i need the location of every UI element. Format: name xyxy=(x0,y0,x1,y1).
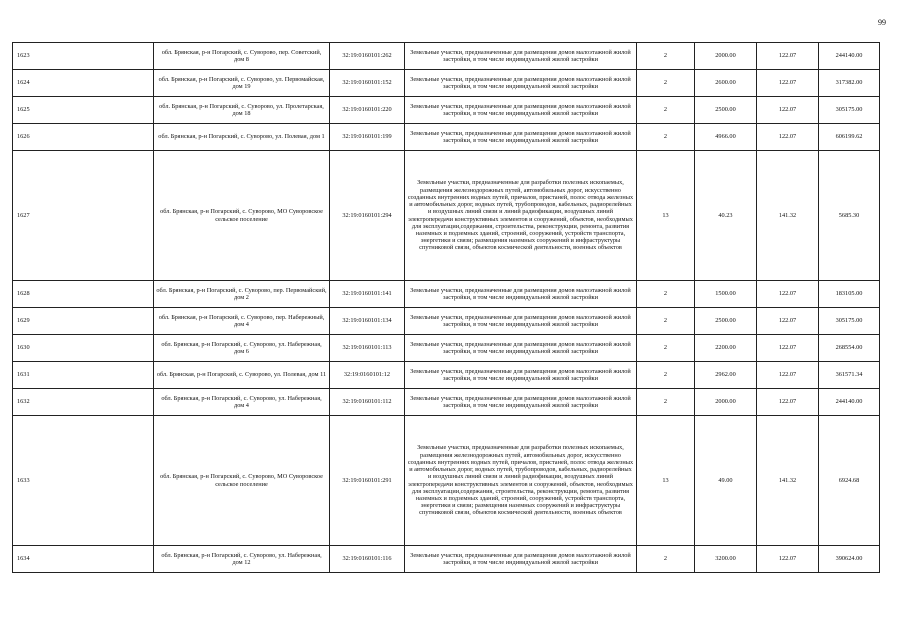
table-row xyxy=(13,416,880,546)
table-row xyxy=(13,43,880,70)
table-row xyxy=(13,151,880,281)
category-cell: 13 xyxy=(637,416,695,546)
category-cell: 2 xyxy=(637,70,695,97)
category-cell: 13 xyxy=(637,151,695,281)
specific-value-cell: 141.32 xyxy=(757,416,819,546)
address-cell: обл. Брянская, р-н Погарский, с. Суворово, ул. Полевая, дом 1 xyxy=(154,124,330,151)
address-cell: обл. Брянская, р-н Погарский, с. Суворово, ул. Первомайская, дом 19 xyxy=(154,70,330,97)
specific-value-cell: 122.07 xyxy=(757,362,819,389)
address-cell: обл. Брянская, р-н Погарский, с. Суворово, пер. Первомайский, дом 2 xyxy=(154,281,330,308)
area-cell: 2000.00 xyxy=(695,389,757,416)
category-cell: 2 xyxy=(637,281,695,308)
table-row xyxy=(13,335,880,362)
category-cell: 2 xyxy=(637,362,695,389)
land-use-description-cell: Земельные участки, предназначенные для размещения домов малоэтажной жилой застройки, в том числе индивидуальной жилой застройки xyxy=(405,362,637,389)
cadastral-value-cell: 606199.62 xyxy=(819,124,880,151)
category-cell: 2 xyxy=(637,546,695,573)
table-row xyxy=(13,70,880,97)
row-number-cell: 1632 xyxy=(13,389,154,416)
area-cell: 2500.00 xyxy=(695,97,757,124)
cadastral-value-cell: 244140.00 xyxy=(819,43,880,70)
row-number-cell: 1624 xyxy=(13,70,154,97)
cadastral-value-cell: 390624.00 xyxy=(819,546,880,573)
area-cell: 1500.00 xyxy=(695,281,757,308)
land-use-description-cell: Земельные участки, предназначенные для размещения домов малоэтажной жилой застройки, в том числе индивидуальной жилой застройки xyxy=(405,389,637,416)
category-cell: 2 xyxy=(637,389,695,416)
address-cell: обл. Брянская, р-н Погарский, с. Суворово, ул. Набережная, дом 12 xyxy=(154,546,330,573)
land-use-description-cell: Земельные участки, предназначенные для размещения домов малоэтажной жилой застройки, в том числе индивидуальной жилой застройки xyxy=(405,97,637,124)
cadastral-value-cell: 5685.30 xyxy=(819,151,880,281)
area-cell: 40.23 xyxy=(695,151,757,281)
row-number-cell: 1628 xyxy=(13,281,154,308)
land-use-description-cell: Земельные участки, предназначенные для разработки полезных ископаемых, размещения железнодорожных путей, автомобильных дорог, искусственно созданных внутренних водных путей, причалов, пристаней, полос отвода железных и автомобильных дорог, водных путей, трубопроводов, кабельных, радиорелейных и воздушных линий связи и линий радиофикации, воздушных линий электропередачи конструктивных элементов и сооружений, объектов, необходимых для эксплуатации,содержания, строительства, реконструкции, ремонта, развития наземных и подземных зданий, строений, сооружений, устройств транспорта, энергетики и связи; размещения наземных сооружений и инфраструктуры спутниковой связи, объектов космической деятельности, военных объектов xyxy=(405,416,637,546)
cadastral-number-cell: 32:19:0160101:113 xyxy=(330,335,405,362)
specific-value-cell: 122.07 xyxy=(757,281,819,308)
row-number-cell: 1627 xyxy=(13,151,154,281)
table-row xyxy=(13,124,880,151)
row-number-cell: 1634 xyxy=(13,546,154,573)
land-use-description-cell: Земельные участки, предназначенные для размещения домов малоэтажной жилой застройки, в том числе индивидуальной жилой застройки xyxy=(405,43,637,70)
cadastral-number-cell: 32:19:0160101:220 xyxy=(330,97,405,124)
table-row xyxy=(13,281,880,308)
category-cell: 2 xyxy=(637,97,695,124)
row-number-cell: 1633 xyxy=(13,416,154,546)
cadastral-number-cell: 32:19:0160101:12 xyxy=(330,362,405,389)
category-cell: 2 xyxy=(637,335,695,362)
table-row xyxy=(13,97,880,124)
address-cell: обл. Брянская, р-н Погарский, с. Суворово, ул. Набережная, дом 4 xyxy=(154,389,330,416)
row-number-cell: 1630 xyxy=(13,335,154,362)
specific-value-cell: 122.07 xyxy=(757,335,819,362)
specific-value-cell: 122.07 xyxy=(757,97,819,124)
specific-value-cell: 122.07 xyxy=(757,43,819,70)
cadastral-value-cell: 305175.00 xyxy=(819,97,880,124)
address-cell: обл. Брянская, р-н Погарский, с. Суворово, МО Суворовское сельское поселение xyxy=(154,151,330,281)
area-cell: 3200.00 xyxy=(695,546,757,573)
cadastral-number-cell: 32:19:0160101:116 xyxy=(330,546,405,573)
row-number-cell: 1626 xyxy=(13,124,154,151)
row-number-cell: 1629 xyxy=(13,308,154,335)
area-cell: 2000.00 xyxy=(695,43,757,70)
table-row xyxy=(13,362,880,389)
address-cell: обл. Брянская, р-н Погарский, с. Суворово, пер. Советский, дом 8 xyxy=(154,43,330,70)
cadastral-number-cell: 32:19:0160101:294 xyxy=(330,151,405,281)
address-cell: обл. Брянская, р-н Погарский, с. Суворово, МО Суворовское сельское поселение xyxy=(154,416,330,546)
cadastral-value-table xyxy=(12,42,880,573)
cadastral-number-cell: 32:19:0160101:262 xyxy=(330,43,405,70)
cadastral-value-cell: 183105.00 xyxy=(819,281,880,308)
cadastral-number-cell: 32:19:0160101:152 xyxy=(330,70,405,97)
table-row xyxy=(13,389,880,416)
area-cell: 2962.00 xyxy=(695,362,757,389)
land-use-description-cell: Земельные участки, предназначенные для размещения домов малоэтажной жилой застройки, в том числе индивидуальной жилой застройки xyxy=(405,124,637,151)
area-cell: 4966.00 xyxy=(695,124,757,151)
cadastral-value-cell: 305175.00 xyxy=(819,308,880,335)
table-row xyxy=(13,308,880,335)
specific-value-cell: 141.32 xyxy=(757,151,819,281)
page-number: 99 xyxy=(878,18,886,27)
land-use-description-cell: Земельные участки, предназначенные для размещения домов малоэтажной жилой застройки, в том числе индивидуальной жилой застройки xyxy=(405,308,637,335)
cadastral-value-cell: 6924.68 xyxy=(819,416,880,546)
cadastral-number-cell: 32:19:0160101:291 xyxy=(330,416,405,546)
land-use-description-cell: Земельные участки, предназначенные для размещения домов малоэтажной жилой застройки, в том числе индивидуальной жилой застройки xyxy=(405,546,637,573)
address-cell: обл. Брянская, р-н Погарский, с. Суворово, пер. Набережный, дом 4 xyxy=(154,308,330,335)
cadastral-number-cell: 32:19:0160101:141 xyxy=(330,281,405,308)
address-cell: обл. Брянская, р-н Погарский, с. Суворово, ул. Полевая, дом 11 xyxy=(154,362,330,389)
area-cell: 2500.00 xyxy=(695,308,757,335)
row-number-cell: 1631 xyxy=(13,362,154,389)
address-cell: обл. Брянская, р-н Погарский, с. Суворово, ул. Пролетарская, дом 18 xyxy=(154,97,330,124)
category-cell: 2 xyxy=(637,308,695,335)
cadastral-value-cell: 317382.00 xyxy=(819,70,880,97)
cadastral-number-cell: 32:19:0160101:112 xyxy=(330,389,405,416)
category-cell: 2 xyxy=(637,43,695,70)
cadastral-value-cell: 244140.00 xyxy=(819,389,880,416)
table-row xyxy=(13,546,880,573)
specific-value-cell: 122.07 xyxy=(757,546,819,573)
address-cell: обл. Брянская, р-н Погарский, с. Суворово, ул. Набережная, дом 6 xyxy=(154,335,330,362)
cadastral-value-cell: 361571.34 xyxy=(819,362,880,389)
category-cell: 2 xyxy=(637,124,695,151)
row-number-cell: 1625 xyxy=(13,97,154,124)
area-cell: 49.00 xyxy=(695,416,757,546)
row-number-cell: 1623 xyxy=(13,43,154,70)
land-use-description-cell: Земельные участки, предназначенные для разработки полезных ископаемых, размещения железнодорожных путей, автомобильных дорог, искусственно созданных внутренних водных путей, причалов, пристаней, полос отвода железных и автомобильных дорог, водных путей, трубопроводов, кабельных, радиорелейных и воздушных линий связи и линий радиофикации, воздушных линий электропередачи конструктивных элементов и сооружений, объектов, необходимых для эксплуатации,содержания, строительства, реконструкции, ремонта, развития наземных и подземных зданий, строений, сооружений, устройств транспорта, энергетики и связи; размещения наземных сооружений и инфраструктуры спутниковой связи, объектов космической деятельности, военных объектов xyxy=(405,151,637,281)
specific-value-cell: 122.07 xyxy=(757,308,819,335)
cadastral-number-cell: 32:19:0160101:134 xyxy=(330,308,405,335)
specific-value-cell: 122.07 xyxy=(757,124,819,151)
area-cell: 2200.00 xyxy=(695,335,757,362)
land-use-description-cell: Земельные участки, предназначенные для размещения домов малоэтажной жилой застройки, в том числе индивидуальной жилой застройки xyxy=(405,281,637,308)
area-cell: 2600.00 xyxy=(695,70,757,97)
specific-value-cell: 122.07 xyxy=(757,389,819,416)
specific-value-cell: 122.07 xyxy=(757,70,819,97)
land-use-description-cell: Земельные участки, предназначенные для размещения домов малоэтажной жилой застройки, в том числе индивидуальной жилой застройки xyxy=(405,335,637,362)
land-use-description-cell: Земельные участки, предназначенные для размещения домов малоэтажной жилой застройки, в том числе индивидуальной жилой застройки xyxy=(405,70,637,97)
cadastral-number-cell: 32:19:0160101:199 xyxy=(330,124,405,151)
cadastral-value-cell: 268554.00 xyxy=(819,335,880,362)
